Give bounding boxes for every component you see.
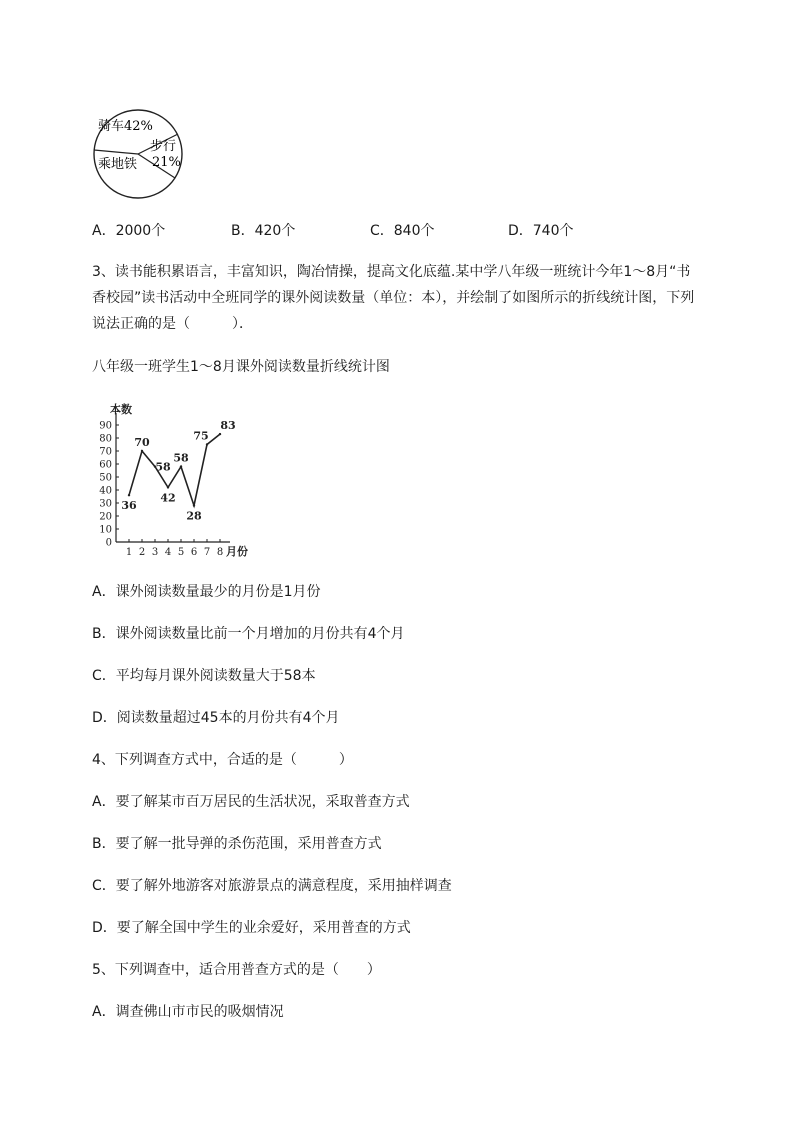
q3-option-a[interactable]: A．课外阅读数量最少的月份是1月份 — [92, 584, 321, 600]
x-tick-label: 3 — [151, 547, 159, 558]
q2-option-d[interactable]: D．740个 — [508, 223, 574, 239]
y-tick-label: 90 — [99, 420, 112, 432]
q4-option-a[interactable]: A．要了解某市百万居民的生活状况，采取普查方式 — [92, 794, 410, 810]
x-tick-label: 1 — [125, 547, 133, 558]
q3-option-d[interactable]: D．阅读数量超过45本的月份共有4个月 — [92, 710, 340, 726]
y-tick-label: 10 — [99, 524, 112, 536]
x-tick-label: 7 — [203, 547, 211, 558]
y-tick-label: 40 — [99, 485, 112, 497]
pie-label-walk-pct: 21% — [152, 155, 181, 170]
y-axis-label: 本数 — [110, 403, 132, 416]
y-tick-label: 30 — [99, 498, 112, 510]
q2-option-b[interactable]: B．420个 — [231, 223, 296, 239]
y-tick-label: 0 — [105, 537, 112, 549]
q4-stem: 4、下列调查方式中，合适的是（ ） — [92, 752, 353, 768]
y-tick-label: 60 — [99, 459, 112, 471]
q3-option-c[interactable]: C．平均每月课外阅读数量大于58本 — [92, 668, 316, 684]
line-chart — [92, 392, 262, 562]
x-tick-label: 2 — [138, 547, 146, 558]
q2-option-c[interactable]: C．840个 — [370, 223, 435, 239]
pie-label-walk: 步行 — [150, 139, 177, 154]
data-label: 42 — [160, 491, 176, 505]
q3-option-b[interactable]: B．课外阅读数量比前一个月增加的月份共有4个月 — [92, 626, 405, 642]
q5-option-a[interactable]: A．调查佛山市市民的吸烟情况 — [92, 1004, 284, 1020]
data-point — [206, 443, 208, 445]
q5-stem: 5、下列调查中，适合用普查方式的是（ ） — [92, 962, 381, 978]
data-label: 70 — [134, 436, 150, 449]
q4-option-d[interactable]: D．要了解全国中学生的业余爱好，采用普查的方式 — [92, 920, 411, 936]
y-tick-label: 80 — [99, 433, 112, 445]
pie-label-subway: 乘地铁 — [98, 157, 138, 172]
data-point — [128, 494, 130, 496]
data-point — [141, 450, 143, 452]
data-point — [180, 465, 182, 467]
q3-stem — [92, 259, 732, 337]
data-label: 58 — [155, 460, 171, 474]
data-point — [193, 504, 195, 506]
pie-label-bike: 骑车42% — [98, 119, 153, 134]
x-axis-label: 月份 — [226, 545, 248, 558]
x-tick-label: 6 — [190, 547, 198, 558]
q2-option-a[interactable]: A．2000个 — [92, 223, 166, 239]
data-label: 28 — [186, 509, 202, 523]
q3-stem-line-3: 说法正确的是（ ）． — [92, 316, 253, 332]
x-tick-label: 4 — [164, 547, 172, 558]
data-label: 36 — [121, 499, 137, 513]
q4-option-b[interactable]: B．要了解一批导弹的杀伤范围，采用普查方式 — [92, 836, 382, 852]
pie-chart — [90, 108, 190, 200]
q3-chart-caption: 八年级一班学生1～8月课外阅读数量折线统计图 — [92, 359, 390, 375]
q4-option-c[interactable]: C．要了解外地游客对旅游景点的满意程度，采用抽样调查 — [92, 878, 452, 894]
data-label: 75 — [193, 429, 209, 443]
x-tick-label: 5 — [177, 547, 185, 558]
y-tick-label: 20 — [99, 511, 112, 523]
data-point — [167, 486, 169, 488]
q2-options — [92, 220, 652, 240]
q3-stem-line-1: 3、读书能积累语言，丰富知识，陶冶情操，提高文化底蕴.某中学八年级一班统计今年1～8月“书 — [92, 264, 691, 280]
y-tick-label: 50 — [99, 472, 112, 484]
y-tick-label: 70 — [99, 446, 112, 458]
data-point — [219, 433, 221, 435]
data-label: 83 — [220, 419, 236, 433]
x-tick-label: 8 — [216, 547, 224, 558]
data-label: 58 — [173, 451, 189, 465]
q3-stem-line-2: 香校园”读书活动中全班同学的课外阅读数量（单位：本），并绘制了如图所示的折线统计图，下列 — [92, 290, 695, 306]
